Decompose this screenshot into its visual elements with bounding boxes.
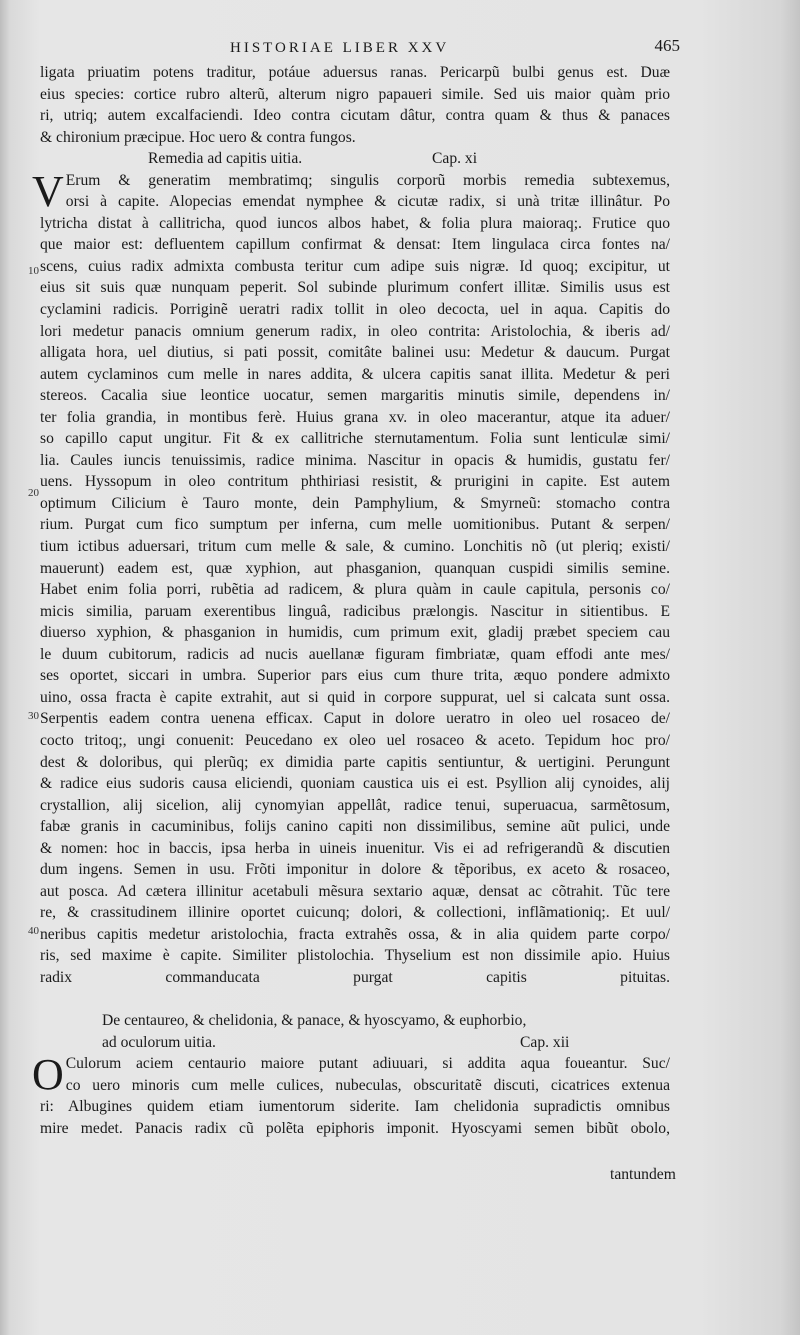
text-line: crystallion, alij sicelion, alij cynomyian appellât, radice tenui, superuacua, sarmẽtosum, <box>40 796 670 814</box>
text-line: alligata hora, uel diutius, si pati possit, comitâte balinei usu: Medetur & daucum. Purgat <box>40 344 670 362</box>
running-title: HISTORIAE LIBER XXV <box>230 40 450 56</box>
text-line: ses oportet, siccari in umbra. Superior pars eius cum thure trita, æquo pondere admixto <box>40 667 670 685</box>
line-number: 40 <box>28 925 39 937</box>
line-number: 30 <box>28 710 39 722</box>
text-line: co uero minoris cum melle culices, nubeculas, obscuritatẽ discuti, cicatrices extenua <box>65 1076 670 1094</box>
chapter-12-opening <box>32 1050 670 1100</box>
text-line: ri, utriq; autem excalfaciendi. Ideo contra cicutam dâtur, contra quam & thus & panaces <box>40 107 670 125</box>
line-number: 10 <box>28 265 39 277</box>
text-line: mauerunt) eadem est, quæ xyphion, aut phasganion, quanquan cuspidi similis semine. <box>40 559 670 577</box>
text-line: cocto tritoq;, ungi conuenit: Peucedano ex oleo uel rosaceo & aceto. Tepidum hoc pro/ <box>40 731 670 749</box>
chapter-title: De centaureo, & chelidonia, & panace, & hyoscyamo, & euphorbio, <box>102 1012 527 1030</box>
text-line: tium ictibus aduersari, tritum cum melle & sale, & cumino. Lonchitis nõ (ut pleriq; existi/ <box>40 538 670 556</box>
text-line: eius species: cortice rubro alterũ, alterum nigro papaueri simile. Sed uis maior quàm prio <box>40 85 670 103</box>
text-line: cyclamini radicis. Porriginẽ ueratri radix tollit in oleo decocta, uel in aqua. Capitis do <box>40 301 670 319</box>
text-line: aut posca. Ad cætera illinitur acetabuli mẽsura sextario aquæ, densat ac cõtrahit. Tũc tere <box>40 882 670 900</box>
text-line: lori medetur panacis omnium generum radix, in oleo contrita: Aristolochia, & iberis ad/ <box>40 322 670 340</box>
catchword: tantundem <box>610 1166 676 1183</box>
chapter-heading <box>40 148 670 170</box>
text-line: optimum Cilicium è Tauro monte, dein Pamphylium, & Smyrneũ: stomacho contra <box>40 494 670 512</box>
text-line: ligata priuatim potens traditur, potáue aduersus ranas. Pericarpũ bulbi genus est. Duæ <box>40 64 670 81</box>
text-line: ter folia grandia, in montibus ferè. Huius grana xv. in oleo macerantur, atque ita aduer/ <box>40 408 670 426</box>
text-line: diuerso xyphion, & phasganion in humidis, cum primum exit, gladij præbet speciem cau <box>40 624 670 642</box>
text-line: Serpentis eadem contra uenena efficax. Caput in dolore ueratro in oleo uel rosaceo de/ <box>40 710 670 728</box>
drop-cap-v: V <box>32 166 64 216</box>
page-header <box>230 36 680 62</box>
chapter-11-opening <box>32 166 670 216</box>
text-line: lytricha distat à callitricha, quod iuncos albos habet, & folia plura maioraq;. Frutice quo <box>40 214 670 232</box>
page-number: 465 <box>654 36 680 55</box>
chapter-number: Cap. xii <box>520 1033 570 1051</box>
drop-cap-o: O <box>32 1050 64 1100</box>
text-line: uens. Hyssopum in oleo contritum phthiriasi resistit, & prurigini in capite. Est autem <box>40 473 670 491</box>
text-line: Culorum aciem centaurio maiore putant adiuuari, si addita aqua foueantur. Suc/ <box>65 1055 670 1073</box>
text-line: fabæ granis in cacuminibus, folijs canino capiti non dissimilibus, semine aũt pulici, unde <box>40 818 670 836</box>
text-line: so capillo caput ungitur. Fit & ex callitriche sternutamentum. Folia sunt lenticulæ simi/ <box>40 430 670 448</box>
chapter-number: Cap. xi <box>432 150 478 168</box>
chapter-title-continued: ad oculorum uitia. <box>102 1033 216 1051</box>
text-line: rium. Purgat cum fico sumptum per inferna, cum melle uomitionibus. Putant & serpen/ <box>40 516 670 534</box>
text-line: Habet enim folia porri, rubẽtia ad radicem, & plura quàm in caule capitula, personis co/ <box>40 581 670 599</box>
text-line: mire medet. Panacis radix cũ polẽta epiphoris imponit. Hyoscyami semen bibũt obolo, <box>40 1119 670 1137</box>
text-line <box>40 989 670 1011</box>
text-line: neribus capitis medetur aristolochia, fracta extrahẽs ossa, & in alia quidem parte corpo/ <box>40 925 670 943</box>
text-line: ris, sed maxime è capite. Similiter plistolochia. Thyselium est non dissimile apio. Huius <box>40 947 670 965</box>
text-line: radix commanducata purgat capitis pituitas. <box>40 968 670 986</box>
text-line: le duum cubitorum, radicis ad nucis auellanæ figuram fimbriatæ, quam effodi ante mes/ <box>40 645 670 663</box>
text-line: que maior est: defluentem capillum confirmat & densat: Item lingulaca circa fontes na/ <box>40 236 670 254</box>
text-line: & radice eius sudoris causa eliciendi, quoniam caustica uis ei est. Psyllion alij cynoides, alij <box>40 775 670 793</box>
chapter-heading <box>40 1032 670 1054</box>
text-line: Erum & generatim membratimq; singulis corporũ morbis remedia subtexemus, <box>65 171 670 189</box>
chapter-title: Remedia ad capitis uitia. <box>148 150 303 168</box>
text-line: & chironium præcipue. Hoc uero & contra fungos. <box>40 128 356 146</box>
text-line: eius sit suis quæ nunquam peperit. Sol subinde plurimum confert illitæ. Similis usus est <box>40 279 670 297</box>
text-line: re, & crassitudinem illinire oportet cuicunq; dolori, & collectioni, inflãmationiq;. Et uul/ <box>40 904 670 922</box>
text-line: & nomen: hoc in baccis, ipsa herba in uineis inuenitur. Vis ei ad refrigerandũ & discutien <box>40 839 670 857</box>
text-line: orsi à capite. Alopecias emendat nymphee & cicutæ radix, si unà tritæ illinâtur. Po <box>65 193 670 211</box>
text-line: scens, cuius radix admixta combusta teritur cum adipe suis nigræ. Id quoq; excipitur, ut <box>40 257 670 275</box>
text-line: micis similia, paruam exerentibus linguâ, radicibus prælongis. Nascitur in sitientibus. E <box>40 602 670 620</box>
text-line: stereos. Cacalia siue leontice uocatur, semen margaritis minutis simile, dependens in/ <box>40 387 670 405</box>
text-line: dum ingens. Semen in usu. Frõti imponitur in dolore & tẽporibus, ex aceto & rosaceo, <box>40 861 670 879</box>
line-number: 20 <box>28 487 39 499</box>
text-line: uino, ossa fracta è capite extrahit, aut si quid in corpore suppurat, uel si calcata sunt ossa. <box>40 688 670 706</box>
text-line: lia. Caules iuncis tenuissimis, radice minima. Nascitur in opacis & humidis, gustatu fer/ <box>40 451 670 469</box>
text-line: dest & doloribus, qui plerũq; ex dimidia parte capitis sentiuntur, & uertigini. Perungunt <box>40 753 670 771</box>
text-line: ri: Albugines quidem etiam iumentorum siderite. Iam chelidonia supradictis omnibus <box>40 1098 670 1116</box>
text-line: autem cyclaminos cum melle in nares addita, & ulcera capitis sanat illita. Medetur & peri <box>40 365 670 383</box>
